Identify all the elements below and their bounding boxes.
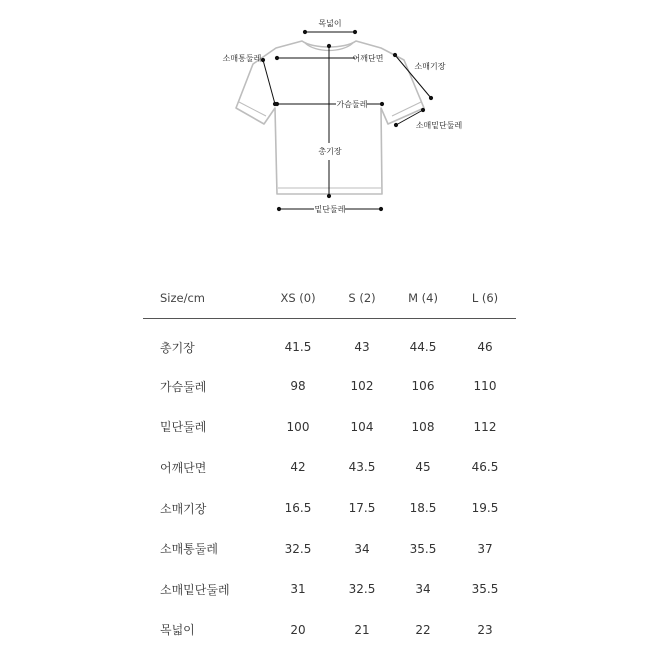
table-cell: 16.5 bbox=[284, 501, 312, 516]
label-sleeve-hem-circumference: 소매밑단둘레 bbox=[415, 121, 463, 130]
table-cell: 110 bbox=[473, 379, 497, 394]
table-row bbox=[143, 528, 516, 569]
neck-width-end-right bbox=[353, 30, 356, 33]
sleeve-length-end-top bbox=[393, 53, 396, 56]
table-cell: 102 bbox=[350, 379, 374, 394]
chest-end-right bbox=[380, 102, 383, 105]
table-cell: 112 bbox=[473, 419, 497, 434]
sleeve-circumference-end-top bbox=[261, 58, 264, 61]
table-row bbox=[143, 569, 516, 610]
chest-end-left bbox=[275, 102, 278, 105]
table-row bbox=[143, 447, 516, 488]
row-label: 소매통둘레 bbox=[160, 542, 218, 557]
sleeve-hem-end-right bbox=[421, 108, 424, 111]
label-shoulder-width: 어깨단면 bbox=[352, 54, 384, 63]
tshirt-measurement-diagram bbox=[0, 0, 657, 270]
label-total-length: 총기장 bbox=[318, 147, 342, 156]
sleeve-length-end-bottom bbox=[429, 96, 432, 99]
row-label: 밑단둘레 bbox=[160, 420, 207, 435]
total-length-end-bottom bbox=[327, 194, 330, 197]
table-cell: 23 bbox=[477, 622, 493, 637]
table-row bbox=[143, 366, 516, 407]
size-table bbox=[143, 278, 516, 650]
table-cell: 31 bbox=[290, 582, 306, 597]
table-cell: 34 bbox=[354, 541, 370, 556]
total-length-end-top bbox=[327, 44, 330, 47]
header-size-xs: XS (0) bbox=[264, 278, 332, 319]
table-cell: 46 bbox=[477, 340, 493, 354]
table-cell: 43.5 bbox=[348, 460, 376, 475]
header-size-unit: Size/cm bbox=[143, 278, 264, 319]
hem-width-end-left bbox=[277, 207, 280, 210]
table-row bbox=[143, 319, 516, 367]
row-label: 총기장 bbox=[160, 340, 195, 355]
row-label: 목넓이 bbox=[160, 623, 195, 638]
table-row bbox=[143, 488, 516, 529]
table-cell: 21 bbox=[354, 622, 370, 637]
label-chest-circumference: 가슴둘레 bbox=[336, 100, 368, 109]
row-label: 어깨단면 bbox=[160, 460, 207, 475]
row-label: 소매기장 bbox=[160, 501, 207, 516]
table-cell: 32.5 bbox=[348, 582, 376, 597]
table-cell: 35.5 bbox=[471, 582, 499, 597]
table-cell: 18.5 bbox=[409, 501, 437, 516]
label-sleeve-length: 소매기장 bbox=[414, 62, 446, 71]
hem-width-end-right bbox=[379, 207, 382, 210]
table-cell: 106 bbox=[411, 379, 435, 394]
label-sleeve-circumference: 소매통둘레 bbox=[222, 54, 262, 63]
header-size-s: S (2) bbox=[332, 278, 392, 319]
sleeve-hem-end-left bbox=[394, 123, 397, 126]
table-cell: 35.5 bbox=[409, 541, 437, 556]
header-size-m: M (4) bbox=[392, 278, 454, 319]
label-hem-circumference: 밑단둘레 bbox=[314, 205, 346, 214]
table-cell: 104 bbox=[350, 419, 374, 434]
table-header-row bbox=[143, 278, 516, 319]
table-cell: 108 bbox=[411, 419, 435, 434]
table-cell: 20 bbox=[290, 622, 306, 637]
row-label: 가슴둘레 bbox=[160, 379, 207, 394]
table-cell: 98 bbox=[290, 379, 306, 394]
table-cell: 22 bbox=[415, 622, 431, 637]
table-cell: 34 bbox=[415, 582, 431, 597]
table-row bbox=[143, 407, 516, 448]
table-cell: 37 bbox=[477, 541, 493, 556]
table-cell: 41.5 bbox=[284, 340, 312, 354]
table-cell: 32.5 bbox=[284, 541, 312, 556]
table-cell: 45 bbox=[415, 460, 431, 475]
table-cell: 19.5 bbox=[471, 501, 499, 516]
row-label: 소매밑단둘레 bbox=[160, 582, 230, 597]
shoulder-width-end bbox=[275, 56, 278, 59]
table-cell: 46.5 bbox=[471, 460, 499, 475]
table-cell: 44.5 bbox=[409, 340, 437, 354]
table-row bbox=[143, 610, 516, 651]
table-cell: 43 bbox=[354, 340, 370, 354]
table-cell: 42 bbox=[290, 460, 306, 475]
table-cell: 100 bbox=[286, 419, 310, 434]
header-size-l: L (6) bbox=[454, 278, 516, 319]
label-neck-width: 목넓이 bbox=[318, 19, 342, 28]
neck-width-end-left bbox=[303, 30, 306, 33]
table-cell: 17.5 bbox=[348, 501, 376, 516]
